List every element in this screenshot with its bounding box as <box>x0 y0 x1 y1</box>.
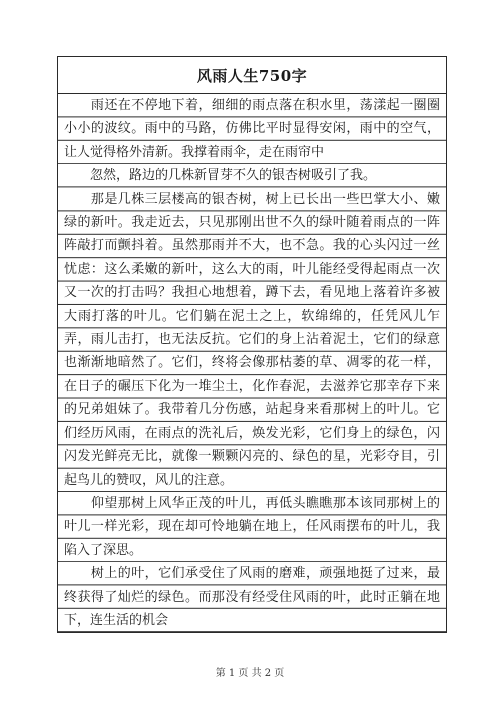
document-page <box>57 56 447 633</box>
paragraph-1: 雨还在不停地下着，细细的雨点落在积水里，荡漾起一圈圈小小的波纹。雨中的马路，仿佛比平时显得安闲，雨中的空气，让人觉得格外清新。我撑着雨伞，走在雨帘中 <box>58 94 446 164</box>
paragraph-3: 那是几株三层楼高的银杏树，树上已长出一些巴掌大小、嫩绿的新叶。我走近去，只见那刚出世不久的绿叶随着雨点的一阵阵敲打而颤抖着。虽然那雨并不大，也不急。我的心头闪过一丝忧虑：这么柔嫩的新叶，这么大的雨，叶儿能经受得起雨点一次又一次的打击吗？我担心地想着，蹲下去，看见地上落着许多被大雨打落的叶儿。它们躺在泥土之上，软绵绵的，任凭风儿乍弄，雨儿击打，也无法反抗。它们的身上沾着泥土，它们的绿意也渐渐地暗然了。它们，终将会像那枯萎的草、凋零的花一样，在日子的碾压下化为一堆尘土，化作春泥，去滋养它那幸存下来的兄弟姐妹了。我带着几分伤感，站起身来看那树上的叶儿。它们经历风雨，在雨点的洗礼后，焕发光彩，它们身上的绿色，闪闪发光鲜亮无比，就像一颗颗闪亮的、绿色的星，光彩夺目，引起鸟儿的赞叹，风儿的注意。 <box>58 188 446 492</box>
paragraph-4: 仰望那树上风华正茂的叶儿，再低头瞧瞧那本该同那树上的叶儿一样光彩，现在却可怜地躺在地上，任风雨摆布的叶儿，我陷入了深思。 <box>58 492 446 562</box>
paragraph-2: 忽然，路边的几株新冒芽不久的银杏树吸引了我。 <box>58 164 446 187</box>
paragraph-5: 树上的叶，它们承受住了风雨的磨难，顽强地挺了过来，最终获得了灿烂的绿色。而那没有经受住风雨的叶，此时正躺在地下，连生活的机会 <box>58 562 446 632</box>
page-number-footer: 第 1 页 共 2 页 <box>215 668 285 679</box>
document-title: 风雨人生750字 <box>58 57 446 94</box>
